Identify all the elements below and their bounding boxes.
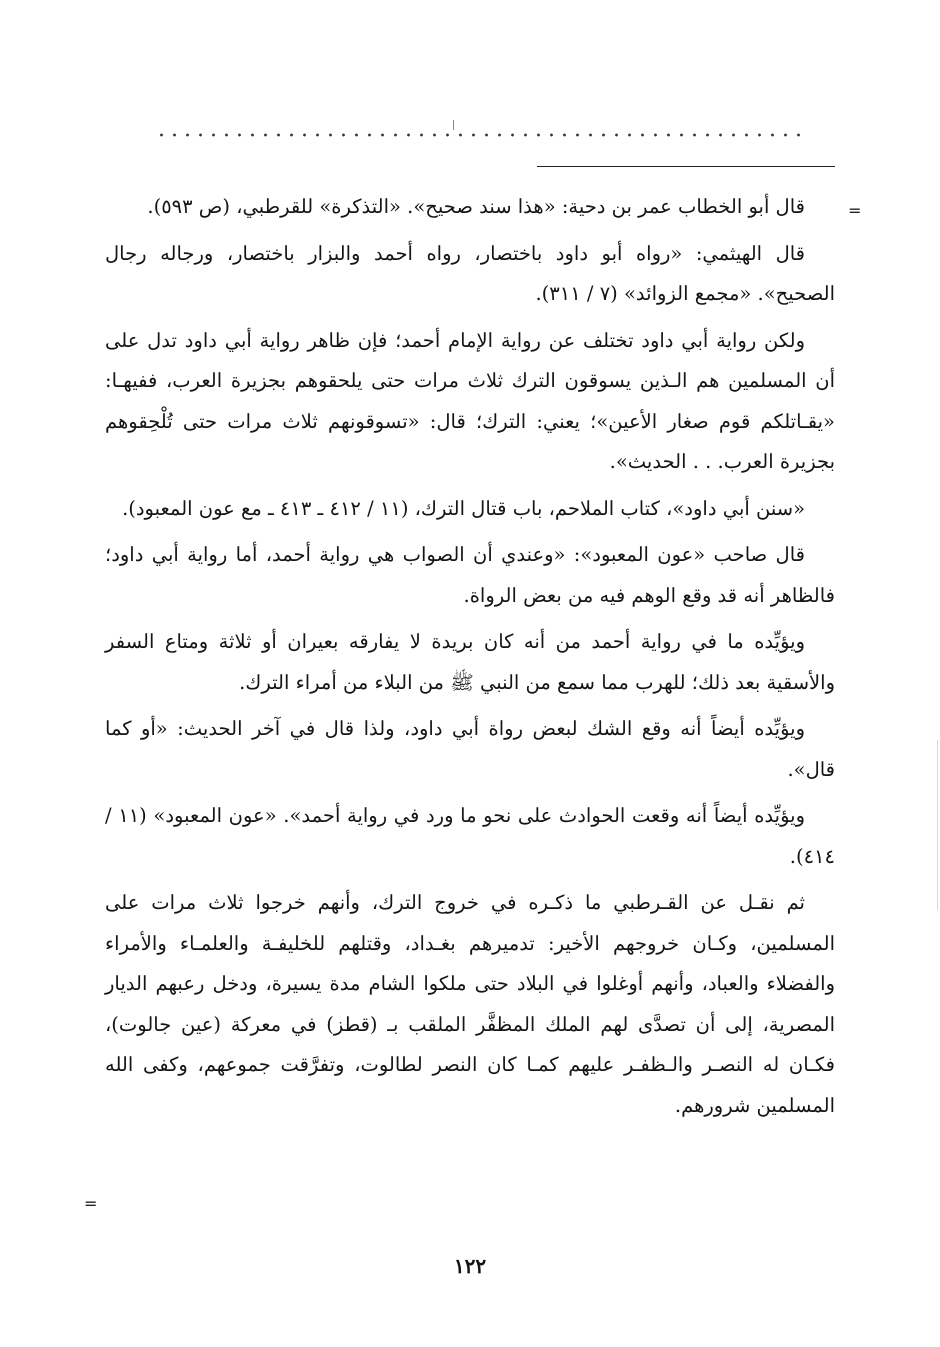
paragraph-6: ويؤيِّده ما في رواية أحمد من أنه كان بريدة لا يفارقه بعيران أو ثلاثة ومتاع السفر والأسقية بعد ذلك؛ للهرب مما سمع من النبي ﷺ من البلاء من أمراء الترك. — [105, 630, 835, 694]
footnote-rule — [537, 166, 835, 167]
dotted-separator — [155, 130, 805, 140]
paragraph-5: قال صاحب «عون المعبود»: «وعندي أن الصواب هي رواية أحمد، أما رواية أبي داود؛ فالظاهر أنه قد وقع الوهم فيه من بعض الرواة. — [105, 543, 835, 607]
continuation-mark-bottom: = — [84, 1194, 98, 1213]
scan-mark — [453, 120, 454, 130]
paragraph-1: قال أبو الخطاب عمر بن دحية: «هذا سند صحيح». «التذكرة» للقرطبي، (ص ٥٩٣). — [147, 195, 805, 218]
page-number: ١٢٢ — [453, 1254, 487, 1278]
paragraph-7: ويؤيِّده أيضاً أنه وقع الشك لبعض رواة أبي داود، ولذا قال في آخر الحديث: «أو كما قال». — [105, 717, 835, 781]
paragraph-8: ويؤيِّده أيضاً أنه وقعت الحوادث على نحو ما ورد في رواية أحمد». «عون المعبود» (١١ / ٤١٤). — [105, 804, 835, 868]
paragraph-3: ولكن رواية أبي داود تختلف عن رواية الإمام أحمد؛ فإن ظاهر رواية أبي داود تدل على أن المسلمين هم الـذين يسوقون الترك ثلاث مرات حتى يلحقوهم بجزيرة العرب، ففيهـا: «يقـاتلكم قوم صغار الأعين»؛ يعني: الترك؛ قال: «تسوقونهم ثلاث مرات حتى تُلْحِقوهم بجزيرة العرب. . . الحديث». — [105, 328, 835, 473]
paragraph-4: «سنن أبي داود»، كتاب الملاحم، باب قتال الترك، (١١ / ٤١٢ ـ ٤١٣ ـ مع عون المعبود). — [122, 496, 805, 520]
continuation-mark-top: = — [848, 201, 862, 220]
paragraph-2: قال الهيثمي: «رواه أبو داود باختصار، رواه أحمد والبزار باختصار، ورجاله رجال الصحيح». «مجمع الزوائد» (٧ / ٣١١). — [105, 241, 835, 305]
scan-edge-line — [937, 740, 938, 910]
paragraph-9: ثم نقـل عن القـرطبي ما ذكـره في خروج الترك، وأنهم خرجوا ثلاث مرات على المسلمين، وكـان خروجهم الأخير: تدميرهم بغـداد، وقتلهم للخليفـة والعلمـاء والأمراء والفضلاء والعباد، وأنهم أوغلوا في البلاد حتى ملكوا الشام مدة يسيرة، ودخل رعبهم الديار المصرية، إلى أن تصدَّى لهم الملك المظفَّر الملقب بـ (قطز) في معركة (عين جالوت)، فكـان له النصـر والـظفـر عليهم كمـا كان النصر لطالوت، وتفرَّقت جموعهم، وكفى الله المسلمين شرورهم. — [105, 891, 835, 1117]
footnote-text-block — [105, 187, 835, 1132]
